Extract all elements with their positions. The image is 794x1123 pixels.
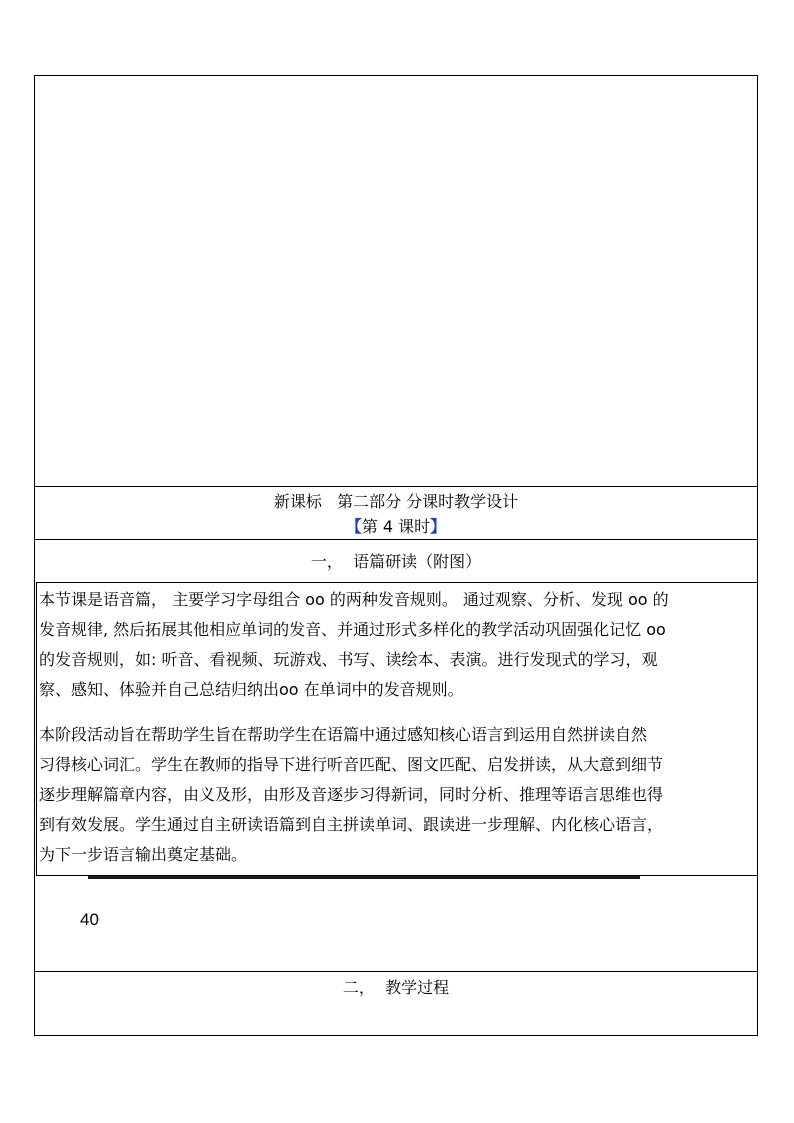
paragraph-line: 察、感知、体验并自己总结归纳出oo 在单词中的发音规则。 <box>39 680 464 699</box>
section-title-text-study: 一， 语篇研读（附图） <box>310 552 482 571</box>
lesson-bracket-close: 】 <box>430 517 447 536</box>
paragraph-line: 的发音规则，如: 听音、看视频、玩游戏、书写、读绘本、表演。进行发现式的学习，观 <box>39 650 658 669</box>
lesson-label <box>34 516 758 538</box>
paragraph-line: 到有效发展。学生通过自主研读语篇到自主拼读单词、跟读进一步理解、内化核心语言， <box>39 815 664 834</box>
lesson-bracket-open: 【 <box>345 517 362 536</box>
paragraph-intro <box>39 585 759 705</box>
section-title-teaching-process: 二， 教学过程 <box>342 978 450 997</box>
paragraph-line: 发音规律, 然后拓展其他相应单词的发音、并通过形式多样化的教学活动巩固强化记忆 oo <box>39 620 666 639</box>
paragraph-line: 逐步理解篇章内容，由义及形，由形及音逐步习得新词，同时分析、推理等语言思维也得 <box>39 785 664 804</box>
page-header: 新课标 第二部分 分课时教学设计 <box>273 492 519 511</box>
page-number: 40 <box>80 910 99 929</box>
paragraph-activity <box>39 720 759 870</box>
paragraph-line: 习得核心词汇。学生在教师的指导下进行听音匹配、图文匹配、启发拼读，从大意到细节 <box>39 755 664 774</box>
table-rule <box>34 971 758 972</box>
text-analysis-box <box>36 582 758 876</box>
table-rule <box>34 539 758 540</box>
paragraph-line: 为下一步语言输出奠定基础。 <box>39 845 248 864</box>
lesson-text: 第 4 课时 <box>361 517 431 536</box>
paragraph-line: 本节课是语音篇， 主要学习字母组合 oo 的两种发音规则。 通过观察、分析、发现 oo 的 <box>39 590 669 609</box>
paragraph-line: 本阶段活动旨在帮助学生旨在帮助学生在语篇中通过感知核心语言到运用自然拼读自然 <box>39 725 648 744</box>
footer-rule <box>88 876 640 879</box>
table-rule <box>34 486 758 487</box>
